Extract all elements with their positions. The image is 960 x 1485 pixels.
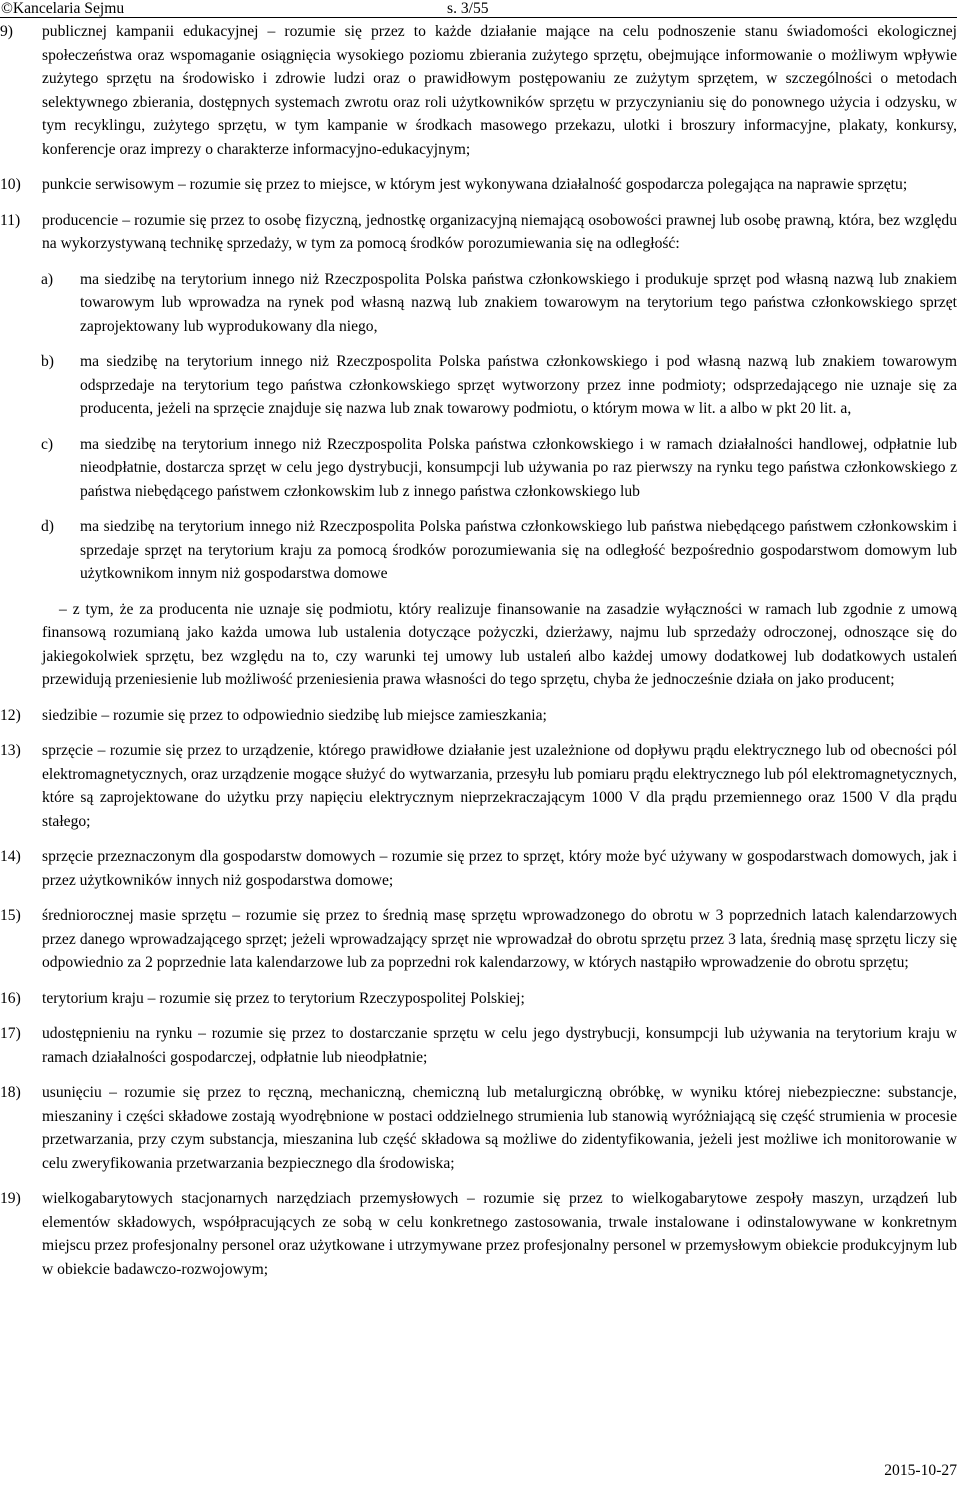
item-text: terytorium kraju – rozumie się przez to terytorium Rzeczypospolitej Polskiej;	[42, 989, 525, 1007]
exclusion-paragraph: – z tym, że za producenta nie uznaje się podmiotu, który realizuje finansowanie na zasadzie wyłączności w ramach lub zgodnie z umową finansową rozumianą jako każda umowa lub ustalenia dotyczące pożyczki, dzierżawy, najmu lub sprzedaży odroczonej, odnoszące się do jakiegokolwiek sprzętu, bez względu na to, czy warunki tej umowy lub ustaleń albo każdej umowy dodatkowej lub dodatkowych ustaleń przewidują przeniesienie lub możliwość przeniesienia prawa własności do tego sprzętu, chyba że jednocześnie działa on jako producent;	[42, 600, 957, 688]
item-number: 16)	[0, 989, 21, 1007]
sub-item-text: ma siedzibę na terytorium innego niż Rzeczpospolita Polska państwa członkowskiego i produkuje sprzęt pod własną nazwą lub znakiem towarowym lub wprowadza na rynek pod własną nazwą lub znakiem towarowym na terytorium tego państwa członkowskiego sprzęt zaprojektowany lub wyprodukowany dla niego,	[80, 270, 957, 335]
sub-item-letter: b)	[41, 353, 54, 370]
page-header	[0, 0, 960, 20]
sub-item-text: ma siedzibę na terytorium innego niż Rzeczpospolita Polska państwa członkowskiego i pod własną nazwą lub znakiem towarowym odsprzedaje na terytorium tego państwa członkowskiego sprzęt wytworzony przez inne podmioty; odsprzedającego nie uznaje się za producenta, jeżeli na sprzęcie znajduje się nazwa lub znak towarowy podmiotu, o którym mowa w lit. a albo w pkt 20 lit. a,	[80, 353, 957, 417]
sub-item-letter: c)	[41, 435, 54, 453]
document-date: 2015-10-27	[884, 1462, 957, 1479]
sub-item-b	[0, 350, 957, 421]
item-number: 13)	[0, 742, 21, 759]
item-number: 17)	[0, 1025, 21, 1042]
item-number: 18)	[0, 1084, 21, 1101]
item-number: 11)	[0, 211, 21, 229]
item-text: udostępnieniu na rynku – rozumie się przez to dostarczanie sprzętu w celu jego dystrybucji, konsumpcji lub używania na terytorium kraju w ramach działalności gospodarczej, odpłatnie lub nieodpłatnie;	[42, 1025, 957, 1066]
definition-item-17	[0, 1022, 957, 1069]
definition-item-10	[0, 173, 957, 197]
item-text: publicznej kampanii edukacyjnej – rozumie się przez to każde działanie mające na celu podnoszenie stanu świadomości ekologicznej społeczeństwa oraz wspomaganie osiągnięcia wysokiego poziomu zbierania zużytego sprzętu, obejmujące informowanie o możliwym wpływie zużytego sprzętu na środowisko i zdrowie ludzi oraz o prawidłowym postępowaniu ze zużytym sprzętem, w szczególności o metodach selektywnego zbierania, dostępnych systemach zwrotu oraz roli użytkowników sprzętu w przyczynianiu się do ponownego użycia i odzysku, w tym recyklingu, zużytego sprzętu, w tym kampanie w środkach masowego przekazu, ulotki i broszury informacyjne, plakaty, konkursy, konferencje oraz imprezy o charakterze informacyjno-edukacyjnym;	[42, 23, 957, 158]
item-text: sprzęcie przeznaczonym dla gospodarstw domowych – rozumie się przez to sprzęt, który może być używany w gospodarstwach domowych, jak i przez użytkowników innych niż gospodarstwa domowe;	[42, 848, 957, 889]
header-source: ©Kancelaria Sejmu	[1, 0, 125, 17]
sub-item-text: ma siedzibę na terytorium innego niż Rzeczpospolita Polska państwa członkowskiego lub państwa niebędącego państwem członkowskim i sprzedaje sprzęt na terytorium kraju za pomocą środków porozumiewania się na odległość bezpośrednio gospodarstwom domowym lub użytkownikom innym niż gospodarstwa domowe	[80, 518, 957, 582]
definition-item-19	[0, 1187, 957, 1281]
sub-item-c	[0, 433, 957, 504]
item-number: 9)	[0, 23, 13, 40]
document-body	[0, 20, 957, 1293]
sub-item-letter: a)	[41, 270, 54, 288]
item-text: sprzęcie – rozumie się przez to urządzenie, którego prawidłowe działanie jest uzależnione od dopływu prądu elektrycznego lub od obecności pól elektromagnetycznych, oraz urządzenie mogące służyć do wytwarzania, przesyłu lub pomiaru prądu elektrycznego lub pól elektromagnetycznych, które są zaprojektowane do użytku przy napięciu elektrycznym nieprzekraczającym 1000 V dla prądu przemiennego oraz 1500 V dla prądu stałego;	[42, 742, 957, 830]
definition-item-12	[0, 704, 957, 728]
sub-item-text: ma siedzibę na terytorium innego niż Rzeczpospolita Polska państwa członkowskiego i w ramach działalności handlowej, odpłatnie lub nieodpłatnie, dostarcza sprzęt w celu jego dystrybucji, konsumpcji lub używania po raz pierwszy na rynku tego państwa członkowskiego z państwa niebędącego państwem członkowskim lub z innego państwa członkowskiego lub	[80, 435, 957, 500]
sub-item-d	[0, 515, 957, 586]
item-text: siedzibie – rozumie się przez to odpowiednio siedzibę lub miejsce zamieszkania;	[42, 706, 547, 724]
definition-item-14	[0, 845, 957, 892]
item-text: usunięciu – rozumie się przez to ręczną, mechaniczną, chemiczną lub metalurgiczną obróbkę, w wyniku której niebezpieczne: substancje, mieszaniny i części składowe zostają wyodrębnione w postaci oddzielnego strumienia lub stanowią wyróżniającą się część strumienia w procesie przetwarzania, przy czym substancja, mieszanina lub część składowa są możliwe do zidentyfikowania, jeżeli jest możliwe ich monitorowanie w celu zweryfikowania przetwarzania bezpiecznego dla środowiska;	[42, 1084, 957, 1172]
item-text: średniorocznej masie sprzętu – rozumie się przez to średnią masę sprzętu wprowadzonego do obrotu w 3 poprzednich latach kalendarzowych przez danego wprowadzającego sprzęt; jeżeli wprowadzający sprzęt nie wprowadzał do obrotu sprzętu przez 3 lata, średnią masę sprzętu liczy się odpowiednio za 2 poprzednie lata kalendarzowe lub za poprzedni rok kalendarzowy, w których nastąpiło wprowadzenie do obrotu sprzętu;	[42, 907, 957, 971]
item-number: 19)	[0, 1190, 21, 1207]
definition-item-13	[0, 739, 957, 833]
definition-item-9	[0, 20, 957, 161]
item-text: punkcie serwisowym – rozumie się przez to miejsce, w którym jest wykonywana działalność gospodarcza polegająca na naprawie sprzętu;	[42, 176, 908, 193]
sub-item-letter: d)	[41, 518, 54, 535]
item-number: 15)	[0, 907, 21, 924]
page-number: s. 3/55	[447, 0, 489, 17]
definition-item-15	[0, 904, 957, 975]
definition-item-11	[0, 209, 957, 256]
sub-item-a	[0, 268, 957, 339]
definition-item-16	[0, 987, 957, 1011]
item-number: 14)	[0, 848, 21, 865]
header-rule	[0, 17, 957, 18]
definition-item-18	[0, 1081, 957, 1175]
item-number: 12)	[0, 706, 21, 724]
item-text: wielkogabarytowych stacjonarnych narzędziach przemysłowych – rozumie się przez to wielkogabarytowe zespoły maszyn, urządzeń lub elementów składowych, współpracujących ze sobą w celu konkretnego zastosowania, trwale instalowane i odinstalowywane w konkretnym miejscu przez profesjonalny personel oraz użytkowane i utrzymywane przez profesjonalny personel w przemysłowym obiekcie produkcyjnym lub w obiekcie badawczo-rozwojowym;	[42, 1190, 957, 1278]
item-text: producencie – rozumie się przez to osobę fizyczną, jednostkę organizacyjną niemającą osobowości prawnej lub osobę prawną, która, bez względu na wykorzystywaną technikę sprzedaży, w tym za pomocą środków porozumiewania się na odległość:	[42, 211, 957, 252]
item-number: 10)	[0, 176, 21, 193]
